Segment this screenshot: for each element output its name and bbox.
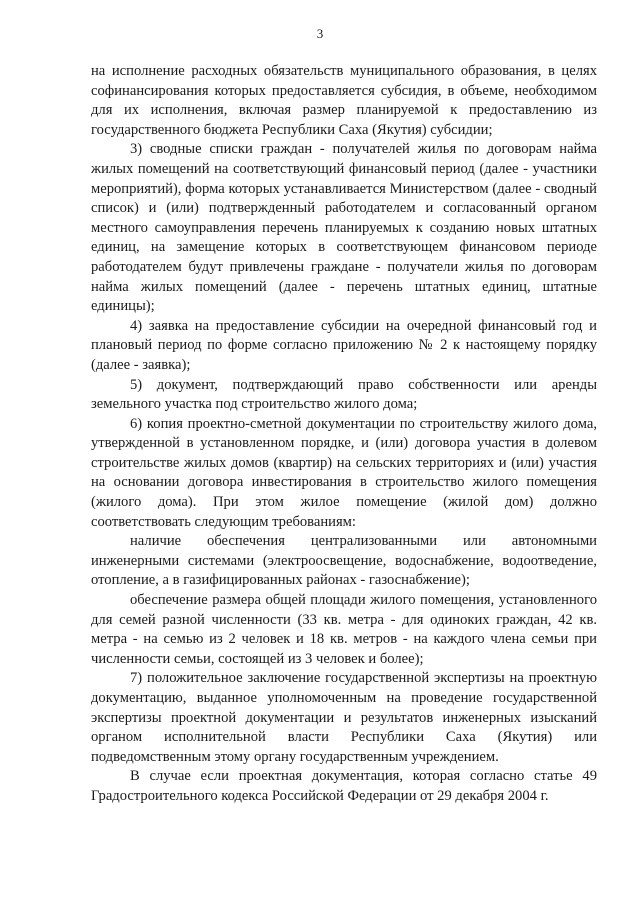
paragraph-requirement-engineering: наличие обеспечения централизованными или автономными инженерными системами (электроосвещение, водоснабжение, водоотведение, отопление, а в газифицированных районах - газоснабжение);: [91, 533, 597, 589]
paragraph-continuation: на исполнение расходных обязательств муниципального образования, в целях софинансирования которых предоставляется субсидия, в объеме, необходимом для их исполнения, включая размер планируемой к предоставлению из государственного бюджета Республики Саха (Якутия) субсидии;: [91, 63, 597, 138]
paragraph-project-documentation: В случае если проектная документация, которая согласно статье 49 Градостроительного кодекса Российской Федерации от 29 декабря 2004 г.: [91, 768, 597, 804]
paragraph-item-5: 5) документ, подтверждающий право собственности или аренды земельного участка под строительство жилого дома;: [91, 376, 597, 413]
page-number: 3: [316, 26, 324, 41]
paragraph-requirement-area: обеспечение размера общей площади жилого помещения, установленного для семей разной численности (33 кв. метра - для одиноких граждан, 42 кв. метра - на семью из 2 человек и 18 кв. метров - на каждого члена семьи при численности семьи, состоящей из 3 человек и более);: [91, 592, 597, 667]
paragraph-item-3: 3) сводные списки граждан - получателей жилья по договорам найма жилых помещений на соответствующий финансовый период (далее - участники мероприятий), форма которых устанавливается Министерством (далее - сводный список) и (или) подтвержденный работодателем и согласованный органом местного самоуправления перечень планируемых к созданию новых штатных единиц, на замещение которых в соответствующем финансовом периоде работодателем будут привлечены граждане - получатели жилья по договорам найма жилых помещений (далее - перечень штатных единиц, штатные единицы);: [91, 141, 597, 315]
paragraph-item-6: 6) копия проектно-сметной документации по строительству жилого дома, утвержденной в установленном порядке, и (или) договора участия в долевом строительстве жилых домов (квартир) на сельских территориях и (или) участия на основании договора инвестирования в строительство жилого помещения (жилого дома). При этом жилое помещение (жилой дом) должно соответствовать следующим требованиям:: [91, 415, 597, 530]
paragraph-item-4: 4) заявка на предоставление субсидии на очередной финансовый год и плановый период по форме согласно приложению № 2 к настоящему порядку (далее - заявка);: [91, 317, 597, 373]
paragraph-item-7: 7) положительное заключение государственной экспертизы на проектную документацию, выданное уполномоченным на проведение государственной экспертизы проектной документации и результатов инженерных изысканий органом исполнительной власти Республики Саха (Якутия) или подведомственным этому органу государственным учреждением.: [91, 670, 597, 765]
document-body: [91, 62, 597, 807]
